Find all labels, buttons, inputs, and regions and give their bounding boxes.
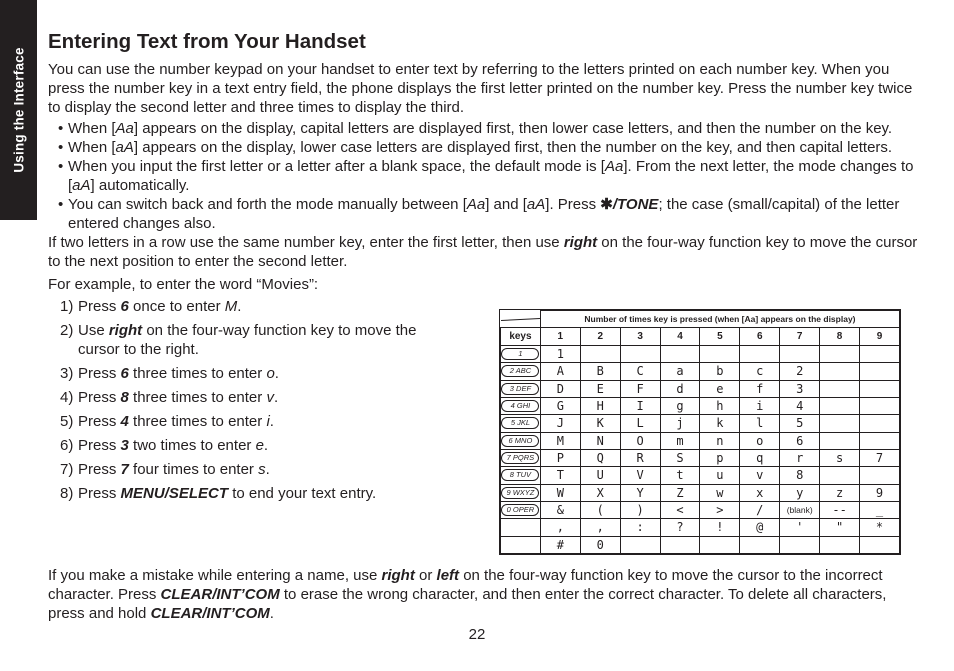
character-cell: S (660, 449, 700, 466)
table-row (501, 380, 900, 397)
character-cell: p (700, 449, 740, 466)
character-cell: J (540, 415, 580, 432)
character-cell: 0 (580, 536, 620, 553)
character-cell: u (700, 467, 740, 484)
step-item: 2) Use right on the four-way function key to move the cursor to the right. (60, 322, 417, 358)
same-key-paragraph: If two letters in a row use the same number key, enter the first letter, then use right on the four-way function key to move the cursor to the next position to enter the second letter. (48, 234, 918, 270)
character-cell: M (540, 432, 580, 449)
character-cell (660, 346, 700, 363)
character-cell (860, 432, 900, 449)
character-cell: W (540, 484, 580, 501)
character-cell (820, 346, 860, 363)
table-corner (501, 311, 541, 328)
character-cell: t (660, 467, 700, 484)
table-row (501, 501, 900, 518)
character-cell: ' (780, 519, 820, 536)
step-item: 8) Press MENU/SELECT to end your text entry. (60, 485, 377, 502)
table-row (501, 449, 900, 466)
character-cell: D (540, 380, 580, 397)
character-cell: f (740, 380, 780, 397)
key-cell (501, 397, 541, 414)
character-cell: 3 (780, 380, 820, 397)
character-cell: A (540, 363, 580, 380)
character-cell (820, 536, 860, 553)
character-cell: I (620, 397, 660, 414)
character-cell: m (660, 432, 700, 449)
character-cell (860, 346, 900, 363)
character-cell (860, 363, 900, 380)
key-cell (501, 346, 541, 363)
character-cell: r (780, 449, 820, 466)
character-cell: 9 (860, 484, 900, 501)
character-cell: z (820, 484, 860, 501)
key-cell (501, 432, 541, 449)
character-cell: P (540, 449, 580, 466)
character-cell: / (740, 501, 780, 518)
character-cell (740, 346, 780, 363)
key-cell (501, 449, 541, 466)
press-count-header-row (501, 328, 900, 346)
character-cell: * (860, 519, 900, 536)
star-key-icon: ✱ (600, 196, 613, 213)
key-cell (501, 484, 541, 501)
character-cell: Q (580, 449, 620, 466)
keypad-key-icon: 0 OPER (501, 504, 539, 516)
character-cell (660, 536, 700, 553)
character-cell: Y (620, 484, 660, 501)
table-row (501, 415, 900, 432)
character-cell: k (700, 415, 740, 432)
character-cell: G (540, 397, 580, 414)
character-cell (700, 346, 740, 363)
character-cell: N (580, 432, 620, 449)
press-count-6: 6 (740, 328, 780, 346)
key-cell (501, 536, 541, 553)
character-cell: j (660, 415, 700, 432)
example-intro: For example, to enter the word “Movies”: (48, 276, 319, 293)
bullet-item: • When [Aa] appears on the display, capital letters are displayed first, then lower case letters, and then the number on the key. (58, 119, 918, 138)
character-cell (860, 415, 900, 432)
keypad-key-icon: 2 ABC (501, 365, 539, 377)
press-count-2: 2 (580, 328, 620, 346)
character-cell: (blank) (780, 501, 820, 518)
character-cell: U (580, 467, 620, 484)
step-item: 4) Press 8 three times to enter v. (60, 389, 279, 406)
table-row (501, 467, 900, 484)
character-cell: V (620, 467, 660, 484)
character-cell: C (620, 363, 660, 380)
bullet-item: • When [aA] appears on the display, lower case letters are displayed first, then the number on the key, and then capital letters. (58, 138, 918, 157)
character-cell: 7 (860, 449, 900, 466)
step-item: 5) Press 4 three times to enter i. (60, 413, 274, 430)
character-cell: d (660, 380, 700, 397)
bullet-item: • You can switch back and forth the mode manually between [Aa] and [aA]. Press ✱/TONE; the case (small/capital) of the letter entered changes also. (58, 195, 918, 233)
character-cell: s (820, 449, 860, 466)
character-cell: v (740, 467, 780, 484)
keypad-key-icon: 8 TUV (501, 469, 539, 481)
character-cell: ( (580, 501, 620, 518)
character-cell (820, 432, 860, 449)
character-cell: y (780, 484, 820, 501)
character-cell: O (620, 432, 660, 449)
step-item: 6) Press 3 two times to enter e. (60, 437, 269, 454)
character-cell: b (700, 363, 740, 380)
character-cell (820, 415, 860, 432)
key-cell (501, 467, 541, 484)
keypad-key-icon: 1 (501, 348, 539, 360)
character-cell: 6 (780, 432, 820, 449)
table-row (501, 397, 900, 414)
character-cell: 8 (780, 467, 820, 484)
press-count-8: 8 (820, 328, 860, 346)
keypad-key-icon: 7 PQRS (501, 452, 539, 464)
character-cell: ! (700, 519, 740, 536)
character-cell (820, 467, 860, 484)
keypad-key-icon: 9 WXYZ (501, 487, 539, 499)
press-count-5: 5 (700, 328, 740, 346)
example-steps (48, 297, 460, 503)
character-cell (580, 346, 620, 363)
keypad-character-table (499, 309, 901, 555)
table-row (501, 519, 900, 536)
key-cell (501, 380, 541, 397)
character-cell (780, 346, 820, 363)
step-item: 7) Press 7 four times to enter s. (60, 461, 270, 478)
step-item: 3) Press 6 three times to enter o. (60, 365, 279, 382)
keys-column-header: keys (501, 328, 541, 346)
character-cell (620, 536, 660, 553)
character-cell: 1 (540, 346, 580, 363)
key-cell (501, 501, 541, 518)
character-cell: l (740, 415, 780, 432)
character-cell (780, 536, 820, 553)
bullet-item: • When you input the first letter or a letter after a blank space, the default mode is [Aa]. From the next letter, the mode changes to [aA] automatically. (58, 157, 918, 195)
character-cell: < (660, 501, 700, 518)
keypad-key-icon: 3 DEF (501, 383, 539, 395)
character-cell: X (580, 484, 620, 501)
key-cell (501, 415, 541, 432)
page-title: Entering Text from Your Handset (48, 30, 366, 53)
character-cell (820, 397, 860, 414)
character-cell: F (620, 380, 660, 397)
character-cell: 5 (780, 415, 820, 432)
character-cell: x (740, 484, 780, 501)
character-cell: , (580, 519, 620, 536)
character-cell: -- (820, 501, 860, 518)
page-number: 22 (468, 626, 486, 643)
key-cell (501, 363, 541, 380)
character-cell: ? (660, 519, 700, 536)
step-item: 1) Press 6 once to enter M. (60, 298, 242, 315)
character-cell: Z (660, 484, 700, 501)
table-row (501, 363, 900, 380)
keypad-key-icon: 4 GHI (501, 400, 539, 412)
character-cell: > (700, 501, 740, 518)
table-body (501, 346, 900, 554)
character-cell: B (580, 363, 620, 380)
table-row (501, 432, 900, 449)
character-cell: ) (620, 501, 660, 518)
character-cell: e (700, 380, 740, 397)
press-count-4: 4 (660, 328, 700, 346)
table-title: Number of times key is pressed (when [Aa] appears on the display) (540, 311, 899, 328)
character-cell: i (740, 397, 780, 414)
character-cell: 4 (780, 397, 820, 414)
character-cell: # (540, 536, 580, 553)
press-count-7: 7 (780, 328, 820, 346)
character-cell: H (580, 397, 620, 414)
key-cell (501, 519, 541, 536)
press-count-1: 1 (540, 328, 580, 346)
character-cell: " (820, 519, 860, 536)
character-cell: 2 (780, 363, 820, 380)
character-cell: o (740, 432, 780, 449)
table-row (501, 346, 900, 363)
press-count-3: 3 (620, 328, 660, 346)
character-cell: w (700, 484, 740, 501)
character-cell: : (620, 519, 660, 536)
character-cell: E (580, 380, 620, 397)
character-cell (620, 346, 660, 363)
character-cell: q (740, 449, 780, 466)
character-cell: a (660, 363, 700, 380)
character-cell (820, 380, 860, 397)
character-cell: @ (740, 519, 780, 536)
character-cell (860, 536, 900, 553)
keypad-key-icon: 6 MNO (501, 435, 539, 447)
character-cell: h (700, 397, 740, 414)
character-cell: n (700, 432, 740, 449)
press-count-9: 9 (860, 328, 900, 346)
character-cell (860, 397, 900, 414)
table-row (501, 484, 900, 501)
character-cell: & (540, 501, 580, 518)
character-cell: c (740, 363, 780, 380)
character-cell: T (540, 467, 580, 484)
keypad-key-icon: 5 JKL (501, 417, 539, 429)
mode-bullets (48, 119, 918, 233)
character-cell (860, 467, 900, 484)
character-cell: R (620, 449, 660, 466)
character-cell: , (540, 519, 580, 536)
character-cell: K (580, 415, 620, 432)
section-tab-label: Using the Interface (11, 47, 26, 173)
section-tab (0, 0, 37, 220)
character-cell: L (620, 415, 660, 432)
character-cell (740, 536, 780, 553)
character-cell: g (660, 397, 700, 414)
character-cell: _ (860, 501, 900, 518)
correction-paragraph: If you make a mistake while entering a name, use right or left on the four-way function key to move the cursor to the incorrect character. Press CLEAR/INT’COM to erase the wrong character, and then enter the correct character. To delete all characters, press and hold CLEAR/INT’COM. (48, 567, 887, 622)
character-cell (700, 536, 740, 553)
intro-paragraph: You can use the number keypad on your handset to enter text by referring to the letters printed on each number key. When you press the number key in a text entry field, the phone displays the first letter printed on the number key. Press the number key twice to display the second letter and three times to display the third. (48, 61, 913, 116)
character-cell (860, 380, 900, 397)
character-cell (820, 363, 860, 380)
table-row (501, 536, 900, 553)
